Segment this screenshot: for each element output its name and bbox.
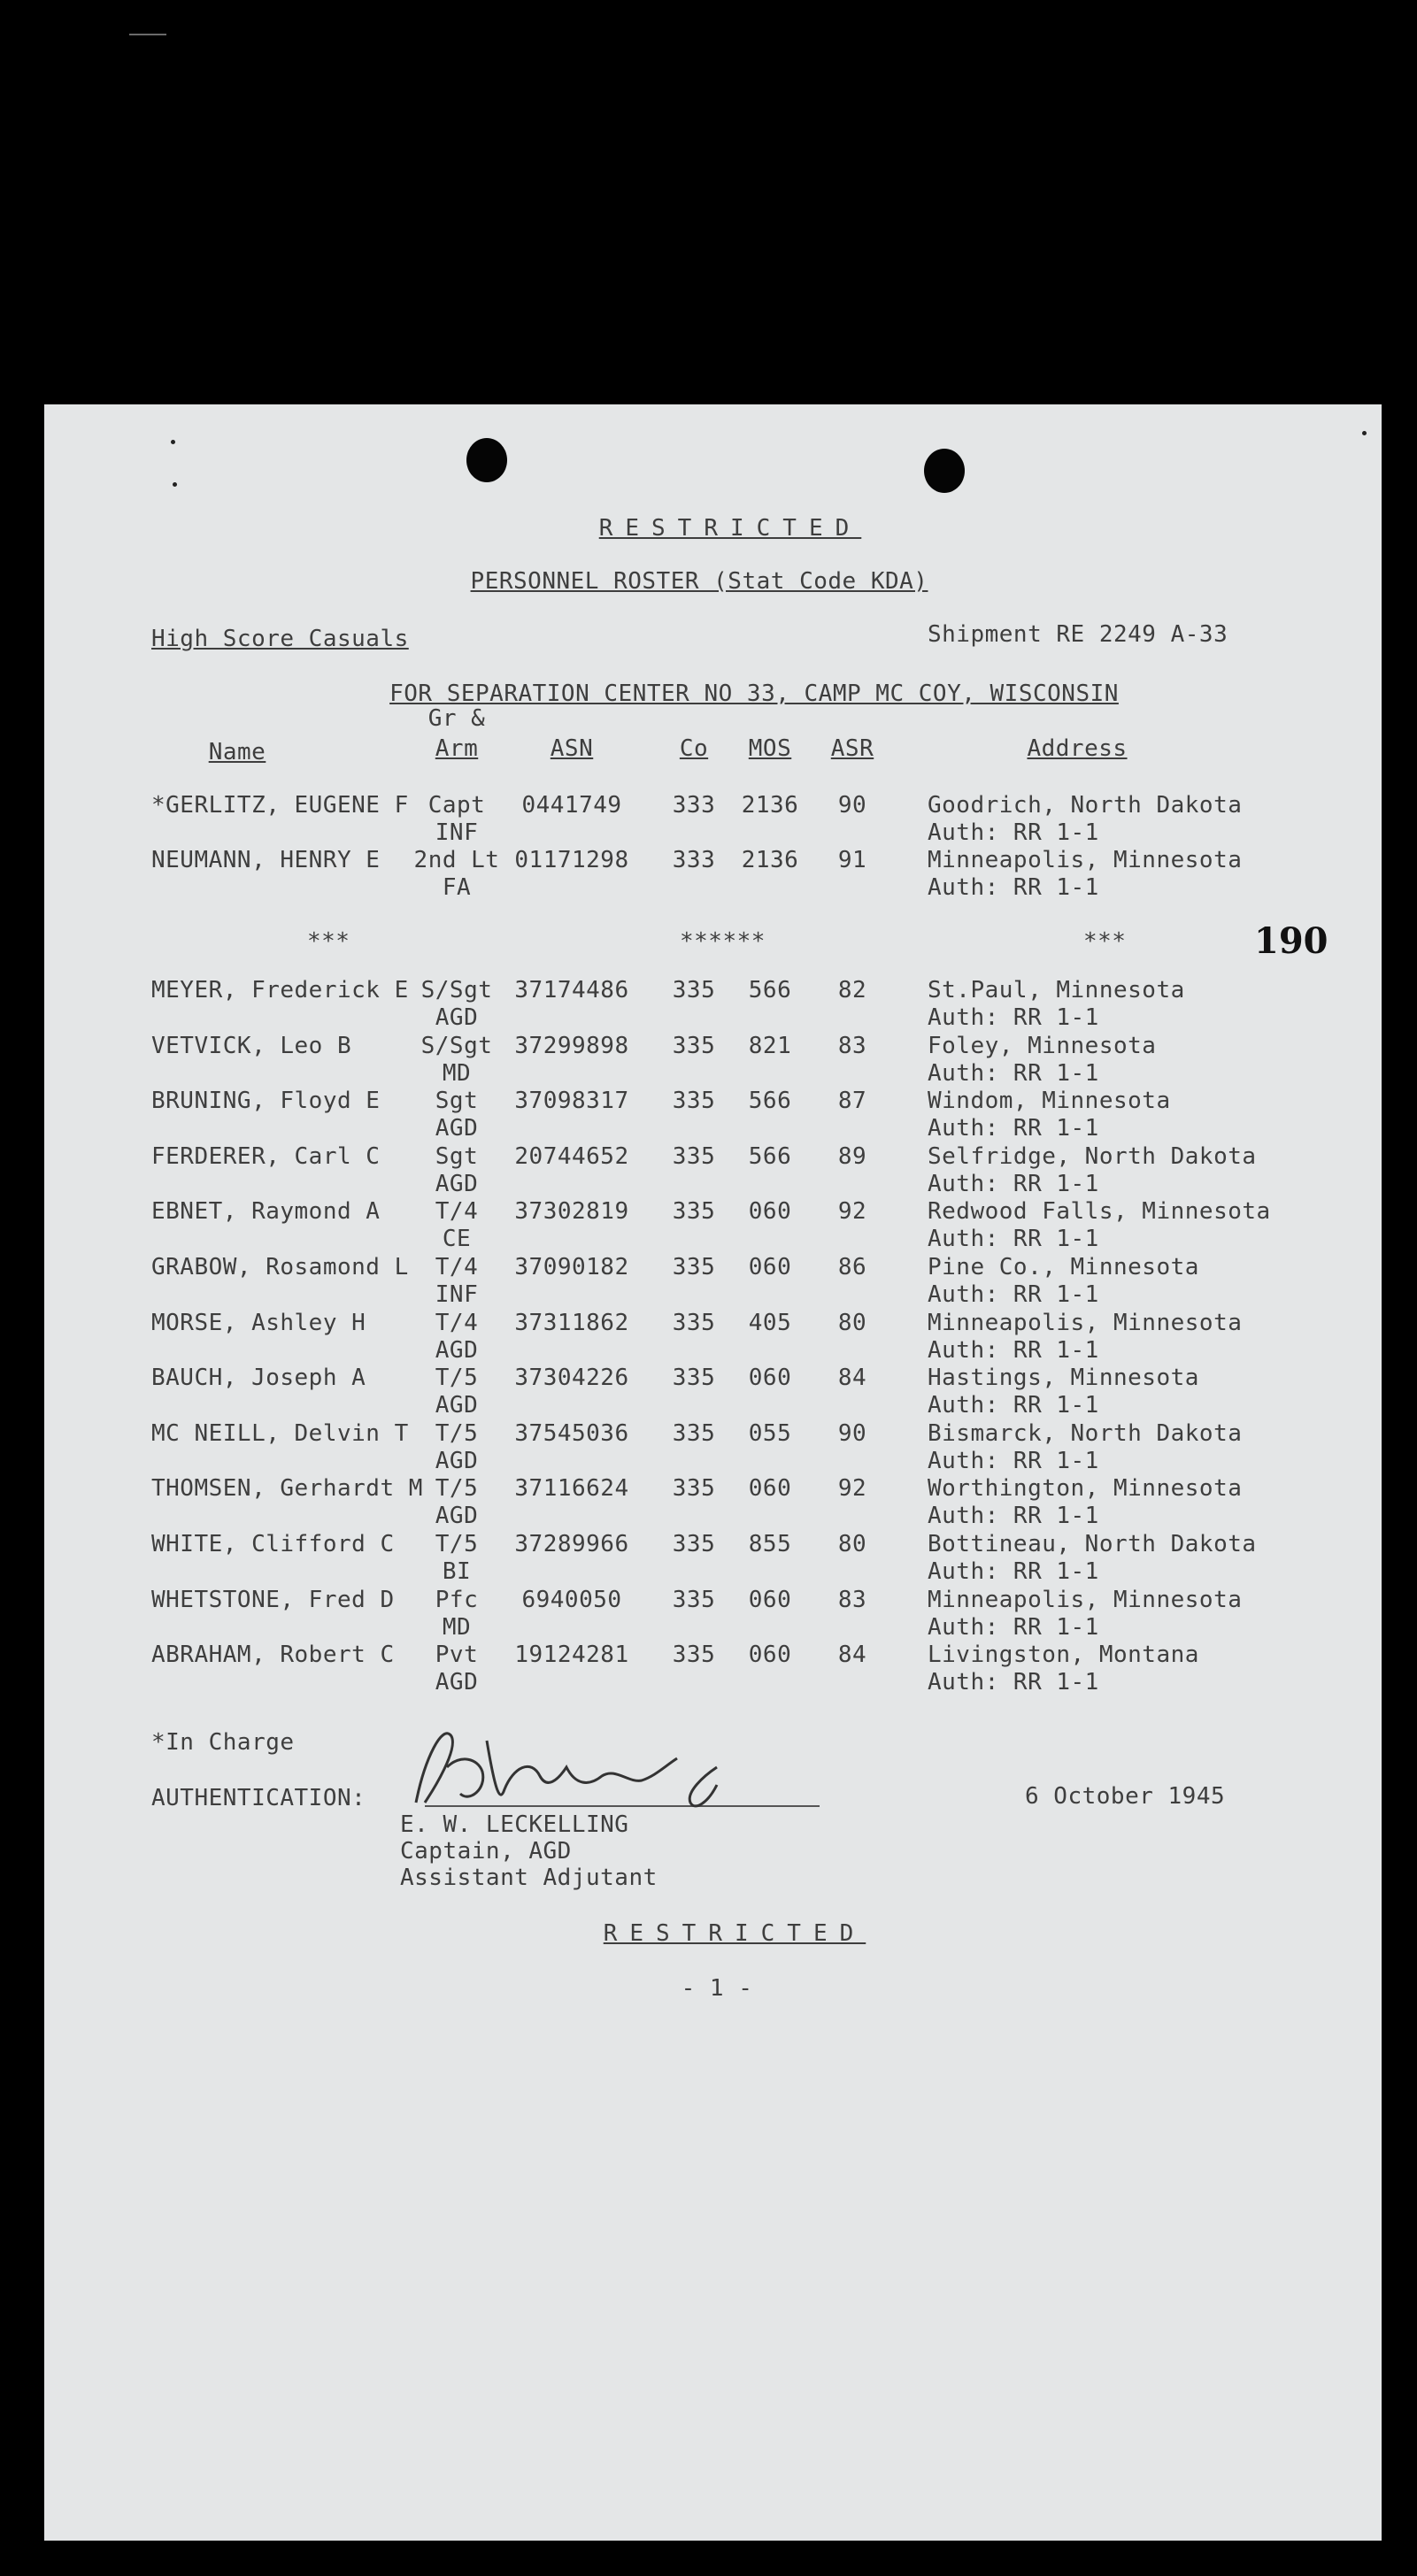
col-co: Co — [679, 735, 709, 762]
handwritten-signature — [398, 1705, 752, 1820]
cell-grade: Capt — [427, 792, 486, 819]
cell-address: Minneapolis, Minnesota — [928, 1586, 1243, 1613]
cell-arm: AGD — [435, 1336, 479, 1364]
cell-mos: 060 — [748, 1198, 792, 1226]
cell-mos: 2136 — [741, 792, 799, 819]
cell-address: Selfridge, North Dakota — [928, 1142, 1257, 1170]
cell-mos: 055 — [748, 1419, 792, 1447]
cell-mos: 060 — [748, 1586, 792, 1613]
cell-grade: T/4 — [435, 1309, 479, 1336]
cell-address: Minneapolis, Minnesota — [928, 1309, 1243, 1336]
table-row — [44, 1475, 1382, 1530]
table-row — [44, 1310, 1382, 1365]
cell-arm: AGD — [435, 1392, 479, 1419]
table-row — [44, 1033, 1382, 1088]
cell-arm: BI — [442, 1558, 472, 1585]
table-row — [44, 792, 1382, 847]
roster-page — [44, 404, 1382, 2541]
cell-name: MEYER, Frederick E — [151, 977, 409, 1003]
cell-auth: Auth: RR 1-1 — [928, 1170, 1099, 1197]
cell-address: Windom, Minnesota — [928, 1088, 1171, 1115]
cell-co: 335 — [672, 1642, 716, 1669]
cell-co: 335 — [672, 1531, 716, 1557]
cell-arm: AGD — [435, 1170, 479, 1197]
shipment-label: Shipment RE 2249 A-33 — [928, 621, 1228, 648]
film-edge-mark — [129, 34, 166, 35]
authentication-label: AUTHENTICATION: — [151, 1785, 366, 1811]
cell-co: 335 — [672, 1586, 716, 1613]
punch-hole-left — [466, 438, 507, 482]
authentication-date: 6 October 1945 — [1025, 1783, 1226, 1810]
cell-mos: 2136 — [741, 847, 799, 873]
cell-co: 335 — [672, 1475, 716, 1503]
signer-name: E. W. LECKELLING — [400, 1811, 629, 1838]
cell-co: 335 — [672, 1419, 716, 1447]
cell-auth: Auth: RR 1-1 — [928, 1503, 1099, 1530]
col-gr-top: Gr & — [427, 705, 486, 732]
destination-label: FOR SEPARATION CENTER NO 33, CAMP MC COY, WISCONSIN — [389, 681, 1119, 707]
cell-asn: 37299898 — [514, 1032, 629, 1059]
cell-name: FERDERER, Carl C — [151, 1142, 381, 1170]
cell-arm: INF — [435, 819, 479, 846]
col-name: Name — [208, 739, 266, 765]
cell-asr: 87 — [837, 1088, 867, 1115]
cell-asn: 0441749 — [521, 792, 622, 819]
cell-asr: 80 — [837, 1309, 867, 1336]
cell-mos: 405 — [748, 1309, 792, 1336]
cell-grade: S/Sgt — [420, 977, 493, 1003]
cell-asn: 6940050 — [521, 1586, 622, 1613]
cell-asn: 37304226 — [514, 1365, 629, 1392]
cell-co: 335 — [672, 1088, 716, 1115]
cell-asr: 90 — [837, 792, 867, 819]
cell-asr: 80 — [837, 1531, 867, 1557]
roster-title: PERSONNEL ROSTER (Stat Code KDA) — [470, 568, 928, 595]
cell-name: EBNET, Raymond A — [151, 1198, 381, 1226]
signer-rank: Captain, AGD — [400, 1838, 572, 1865]
cell-grade: S/Sgt — [420, 1032, 493, 1059]
col-asr: ASR — [830, 735, 874, 762]
cell-asr: 83 — [837, 1032, 867, 1059]
cell-arm: CE — [442, 1226, 472, 1253]
col-address: Address — [1027, 735, 1128, 762]
cell-grade: 2nd Lt — [413, 847, 500, 873]
table-row — [44, 1587, 1382, 1642]
restricted-footer: RESTRICTED — [603, 1920, 866, 1947]
table-row — [44, 1143, 1382, 1198]
cell-grade: T/5 — [435, 1475, 479, 1503]
separator-right: *** — [1083, 928, 1127, 955]
cell-asr: 86 — [837, 1254, 867, 1280]
table-row — [44, 1642, 1382, 1696]
cell-auth: Auth: RR 1-1 — [928, 1613, 1099, 1641]
table-row — [44, 1365, 1382, 1419]
cell-arm: FA — [442, 874, 472, 901]
cell-co: 335 — [672, 1309, 716, 1336]
cell-co: 335 — [672, 1365, 716, 1392]
cell-asn: 37311862 — [514, 1309, 629, 1336]
table-row — [44, 847, 1382, 902]
cell-auth: Auth: RR 1-1 — [928, 1004, 1099, 1031]
cell-arm: MD — [442, 1613, 472, 1641]
cell-auth: Auth: RR 1-1 — [928, 1115, 1099, 1142]
cell-asr: 90 — [837, 1419, 867, 1447]
cell-asr: 89 — [837, 1142, 867, 1170]
cell-mos: 855 — [748, 1531, 792, 1557]
cell-asr: 83 — [837, 1586, 867, 1613]
cell-asr: 92 — [837, 1475, 867, 1503]
separator-left: *** — [307, 928, 350, 955]
cell-asn: 01171298 — [514, 847, 629, 873]
cell-address: Minneapolis, Minnesota — [928, 847, 1243, 873]
cell-asr: 84 — [837, 1365, 867, 1392]
cell-arm: AGD — [435, 1503, 479, 1530]
cell-address: Hastings, Minnesota — [928, 1365, 1199, 1392]
cell-mos: 060 — [748, 1254, 792, 1280]
cell-address: Bismarck, North Dakota — [928, 1419, 1243, 1447]
cell-auth: Auth: RR 1-1 — [928, 874, 1099, 901]
cell-address: Foley, Minnesota — [928, 1032, 1157, 1059]
cell-address: Livingston, Montana — [928, 1642, 1199, 1669]
cell-arm: AGD — [435, 1447, 479, 1474]
cell-name: GRABOW, Rosamond L — [151, 1254, 409, 1280]
cell-address: Goodrich, North Dakota — [928, 792, 1243, 819]
table-row — [44, 1254, 1382, 1309]
cell-address: Worthington, Minnesota — [928, 1475, 1243, 1503]
cell-grade: Sgt — [435, 1088, 479, 1115]
cell-address: Redwood Falls, Minnesota — [928, 1198, 1271, 1226]
cell-mos: 566 — [748, 1088, 792, 1115]
cell-asr: 84 — [837, 1642, 867, 1669]
cell-name: BAUCH, Joseph A — [151, 1365, 366, 1392]
cell-grade: T/4 — [435, 1254, 479, 1280]
cell-asn: 37289966 — [514, 1531, 629, 1557]
cell-mos: 060 — [748, 1642, 792, 1669]
cell-asn: 37302819 — [514, 1198, 629, 1226]
cell-address: St.Paul, Minnesota — [928, 977, 1185, 1003]
cell-co: 333 — [672, 792, 716, 819]
cell-arm: AGD — [435, 1669, 479, 1696]
cell-name: THOMSEN, Gerhardt M — [151, 1475, 423, 1503]
cell-auth: Auth: RR 1-1 — [928, 1447, 1099, 1474]
cell-asr: 92 — [837, 1198, 867, 1226]
cell-grade: Pvt — [435, 1642, 479, 1669]
cell-grade: T/5 — [435, 1531, 479, 1557]
col-arm: Arm — [435, 735, 479, 762]
table-row — [44, 1088, 1382, 1142]
cell-mos: 060 — [748, 1365, 792, 1392]
cell-grade: T/4 — [435, 1198, 479, 1226]
cell-mos: 566 — [748, 977, 792, 1003]
cell-name: MORSE, Ashley H — [151, 1309, 366, 1336]
table-row — [44, 1198, 1382, 1253]
cell-asn: 37545036 — [514, 1419, 629, 1447]
cell-mos: 821 — [748, 1032, 792, 1059]
cell-asn: 37116624 — [514, 1475, 629, 1503]
col-asn: ASN — [550, 735, 594, 762]
col-mos: MOS — [748, 735, 792, 762]
cell-grade: T/5 — [435, 1365, 479, 1392]
cell-auth: Auth: RR 1-1 — [928, 1336, 1099, 1364]
cell-address: Bottineau, North Dakota — [928, 1531, 1257, 1557]
cell-auth: Auth: RR 1-1 — [928, 1669, 1099, 1696]
cell-auth: Auth: RR 1-1 — [928, 1059, 1099, 1087]
cell-mos: 060 — [748, 1475, 792, 1503]
cell-name: VETVICK, Leo B — [151, 1032, 352, 1059]
cell-arm: AGD — [435, 1004, 479, 1031]
cell-grade: Sgt — [435, 1142, 479, 1170]
paper-speck — [1362, 431, 1367, 435]
cell-name: *GERLITZ, EUGENE F — [151, 792, 409, 819]
cell-name: ABRAHAM, Robert C — [151, 1642, 395, 1669]
cell-co: 335 — [672, 1032, 716, 1059]
table-row — [44, 977, 1382, 1032]
cell-grade: T/5 — [435, 1419, 479, 1447]
cell-asn: 20744652 — [514, 1142, 629, 1170]
cell-name: WHITE, Clifford C — [151, 1531, 395, 1557]
table-row — [44, 1420, 1382, 1475]
group-label: High Score Casuals — [151, 626, 409, 652]
cell-auth: Auth: RR 1-1 — [928, 1392, 1099, 1419]
punch-hole-right — [924, 449, 965, 493]
paper-speck — [173, 482, 177, 487]
cell-auth: Auth: RR 1-1 — [928, 1558, 1099, 1585]
cell-asn: 19124281 — [514, 1642, 629, 1669]
restricted-header: RESTRICTED — [598, 515, 862, 542]
in-charge-note: *In Charge — [151, 1729, 295, 1756]
cell-name: BRUNING, Floyd E — [151, 1088, 381, 1115]
cell-asn: 37090182 — [514, 1254, 629, 1280]
cell-name: MC NEILL, Delvin T — [151, 1419, 409, 1447]
cell-auth: Auth: RR 1-1 — [928, 1226, 1099, 1253]
cell-grade: Pfc — [435, 1586, 479, 1613]
cell-asn: 37174486 — [514, 977, 629, 1003]
paper-speck — [171, 440, 175, 444]
cell-address: Pine Co., Minnesota — [928, 1254, 1199, 1280]
cell-auth: Auth: RR 1-1 — [928, 1281, 1099, 1308]
cell-asr: 91 — [837, 847, 867, 873]
cell-arm: MD — [442, 1059, 472, 1087]
cell-co: 335 — [672, 1198, 716, 1226]
cell-name: WHETSTONE, Fred D — [151, 1586, 395, 1613]
cell-co: 335 — [672, 1254, 716, 1280]
cell-arm: INF — [435, 1281, 479, 1308]
page-stamp-number: 190 — [1254, 920, 1328, 962]
signer-title: Assistant Adjutant — [400, 1865, 658, 1891]
cell-asn: 37098317 — [514, 1088, 629, 1115]
separator-mid: ****** — [680, 928, 766, 955]
cell-arm: AGD — [435, 1115, 479, 1142]
cell-co: 335 — [672, 977, 716, 1003]
cell-asr: 82 — [837, 977, 867, 1003]
page-number: - 1 - — [681, 1975, 753, 2002]
cell-co: 335 — [672, 1142, 716, 1170]
cell-mos: 566 — [748, 1142, 792, 1170]
cell-co: 333 — [672, 847, 716, 873]
cell-name: NEUMANN, HENRY E — [151, 847, 381, 873]
table-row — [44, 1531, 1382, 1586]
cell-auth: Auth: RR 1-1 — [928, 819, 1099, 846]
